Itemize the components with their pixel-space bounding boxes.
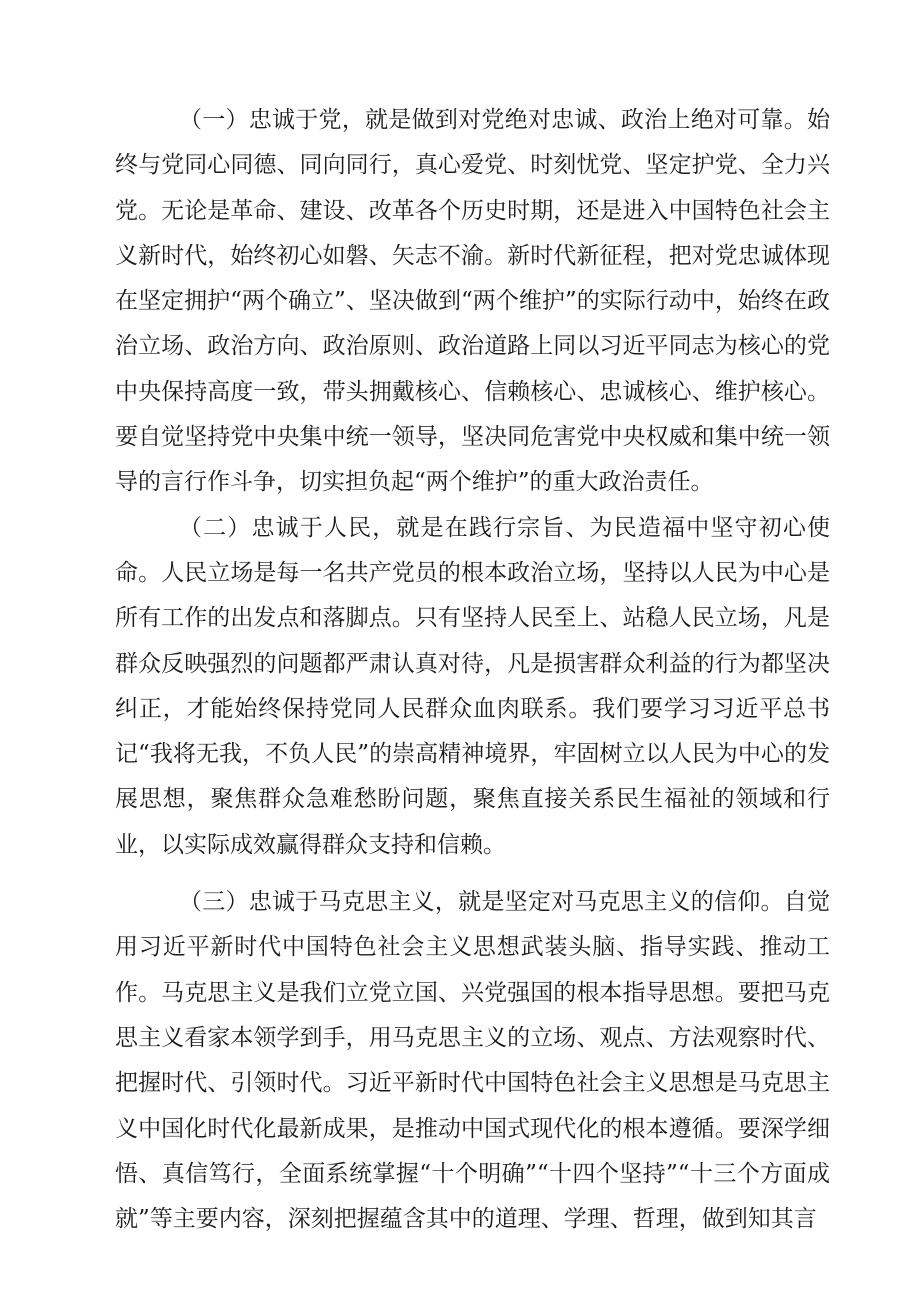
paragraph-loyal-to-marxism: （三）忠诚于马克思主义，就是坚定对马克思主义的信仰。自觉用习近平新时代中国特色社会主义思想武装头脑、指导实践、推动工作。马克思主义是我们立党立国、兴党强国的根本指导思想。要把马克思主义看家本领学到手，用马克思主义的立场、观点、方法观察时代、把握时代、引领时代。习近平新时代中国特色社会主义思想是马克思主义中国化时代化最新成果，是推动中国式现代化的根本遵循。要深学细悟、真信笃行，全面系统掌握“十个明确”“十四个坚持”“十三个方面成就”等主要内容，深刻把握蕴含其中的道理、学理、哲理，做到知其言: [115, 889, 830, 1233]
document-body: [115, 98, 830, 1242]
paragraph-loyal-to-party: （一）忠诚于党，就是做到对党绝对忠诚、政治上绝对可靠。始终与党同心同德、同向同行，真心爱党、时刻忧党、坚定护党、全力兴党。无论是革命、建设、改革各个历史时期，还是进入中国特色社会主义新时代，始终初心如磐、矢志不渝。新时代新征程，把对党忠诚体现在坚定拥护“两个确立”、坚决做到“两个维护”的实际行动中，始终在政治立场、政治方向、政治原则、政治道路上同以习近平同志为核心的党中央保持高度一致，带头拥戴核心、信赖核心、忠诚核心、维护核心。要自觉坚持党中央集中统一领导，坚决同危害党中央权威和集中统一领导的言行作斗争，切实担负起“两个维护”的重大政治责任。: [115, 107, 830, 496]
paragraph-loyal-to-people: （二）忠诚于人民，就是在践行宗旨、为民造福中坚守初心使命。人民立场是每一名共产党员的根本政治立场，坚持以人民为中心是所有工作的出发点和落脚点。只有坚持人民至上、站稳人民立场，凡是群众反映强烈的问题都严肃认真对待，凡是损害群众利益的行为都坚决纠正，才能始终保持党同人民群众血肉联系。我们要学习习近平总书记“我将无我，不负人民”的崇高精神境界，牢固树立以人民为中心的发展思想，聚焦群众急难愁盼问题，聚焦直接关系民生福祉的领域和行业，以实际成效赢得群众支持和信赖。: [115, 514, 830, 858]
